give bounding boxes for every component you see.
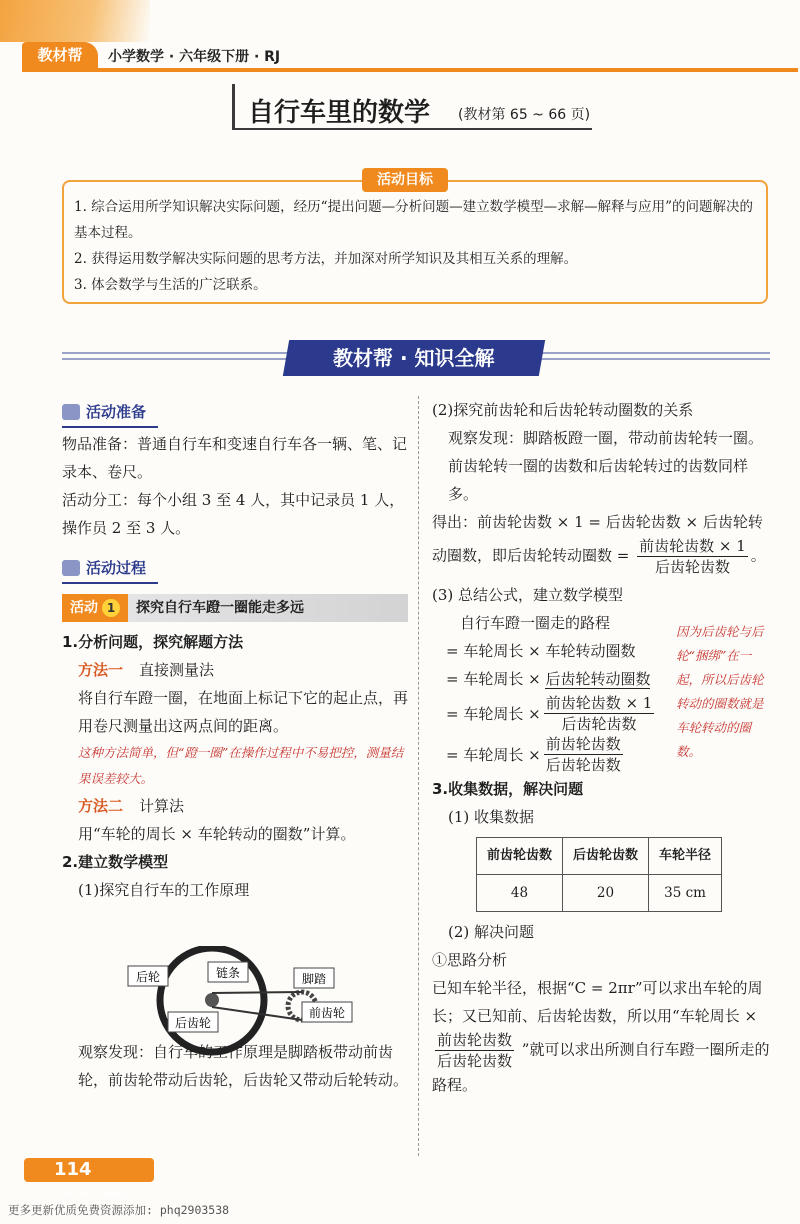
method1-note: 这种方法简单，但“蹬一圈”在操作过程中不易把控，测量结果误差较大。 [78,745,404,786]
formula-5 [446,734,668,775]
page-number-badge [24,1158,154,1198]
method1-title: 直接测量法 [139,661,215,679]
formula-2: = 车轮周长 × 车轮转动圈数 [446,642,636,660]
data-table [476,837,722,912]
book-title: 小学数学 · 六年级下册 · RJ [108,49,281,65]
idea-text-2: ”就可以求出所测自行车蹬一圈所走的路程。 [432,1040,770,1094]
header-decoration [0,0,150,42]
derive-line [432,508,772,577]
method2 [62,792,408,820]
activity-tag [62,594,128,622]
method1-label: 方法一 [78,661,124,679]
idea-text-1: 已知车轮半径，根据“C = 2πr”可以求出车轮的周长；又已知前、后齿轮齿数，所以用“车轮周长 × [432,979,763,1025]
fraction [435,1030,514,1071]
goal-item: 3. 体会数学与生活的广泛联系。 [74,277,267,293]
process-heading-text: 活动过程 [86,559,147,577]
step2-heading: 2.建立数学模型 [62,853,169,871]
label-pedal: 脚踏 [301,972,327,986]
chain-top [212,992,302,993]
step2-2: (2)探究前齿轮和后齿轮转动圈数的关系 [432,401,694,419]
method2-title: 计算法 [139,797,185,815]
fraction [637,536,748,577]
prep-items: 物品准备：普通自行车和变速自行车各一辆、笔、记录本、卷尺。 [62,435,408,481]
step2-1: (1)探究自行车的工作原理 [78,881,250,899]
book-icon [62,560,80,576]
method1-text: 将自行车蹬一圈，在地面上标记下它的起止点，再用卷尺测量出这两点间的距离。 [78,689,409,735]
observe2-text: 观察发现：脚踏板蹬一圈，带动前齿轮转一圈。前齿轮转一圈的齿数和后齿轮转过的齿数同样多。 [448,429,764,503]
collect-heading: (1) 收集数据 [448,808,535,826]
activity-bar [62,594,408,622]
table-header: 后齿轮齿数 [563,838,649,875]
fraction [544,693,655,734]
page-number: 114 [54,1159,92,1180]
step3-heading: 3.收集数据，解决问题 [432,780,584,798]
fraction [544,734,623,775]
header-rule [22,68,798,72]
step2-3: (3) 总结公式，建立数学模型 [432,586,624,604]
fraction-numerator: 前齿轮齿数 [545,735,621,753]
activity-tag-text: 活动 [70,600,98,616]
formula-3-pre: = 车轮周长 × [446,670,541,688]
formula-3-under: 后齿轮转动圈数 [545,670,651,688]
activity-title: 探究自行车蹬一圈能走多远 [136,600,304,616]
table-cell: 20 [563,875,649,912]
idea-text [432,974,772,1099]
table-header: 车轮半径 [649,838,722,875]
goal-item: 2. 获得运用数学解决实际问题的思考方法，并加深对所学知识及其相互关系的理解。 [74,251,578,267]
section-banner [283,340,545,376]
book-icon [62,404,80,420]
side-note: 因为后齿轮与后轮“捆绑”在一起，所以后齿轮转动的圈数就是车轮转动的圈数。 [676,624,764,759]
page-subtitle: (教材第 65 ~ 66 页) [458,107,591,123]
table-cell: 48 [477,875,563,912]
activity-number: 1 [102,599,120,617]
label-rear-gear: 后齿轮 [174,1016,212,1030]
method1 [62,656,408,684]
label-front-gear: 前齿轮 [308,1006,346,1020]
fraction-numerator: 前齿轮齿数 [437,1031,513,1049]
method2-text: 用“车轮的周长 × 车轮转动的圈数”计算。 [78,825,356,843]
goals-box [62,180,768,304]
process-heading [62,554,158,584]
method2-label: 方法二 [78,797,124,815]
table-cell: 35 cm [649,875,722,912]
formula-block [432,609,668,775]
prep-heading-text: 活动准备 [86,403,147,421]
formula-5-pre: = 车轮周长 × [446,745,541,764]
solve-heading: (2) 解决问题 [448,923,535,941]
goals-label: 活动目标 [362,168,448,192]
table-header: 前齿轮齿数 [477,838,563,875]
formula-1: 自行车蹬一圈走的路程 [460,614,611,632]
formula-4-pre: = 车轮周长 × [446,704,541,723]
idea-heading: ①思路分析 [432,951,508,969]
label-chain: 链条 [215,966,241,980]
column-divider [418,396,419,1156]
watermark: 更多更新优质免费资源添加: phq2903538 [8,1203,230,1217]
fraction-denominator: 后齿轮齿数 [437,1052,513,1070]
observe-text: 观察发现：自行车的工作原理是脚踏板带动前齿轮，前齿轮带动后齿轮，后齿轮又带动后轮转动。 [78,1043,409,1089]
fraction-denominator: 后齿轮齿数 [545,756,621,774]
fraction-numerator: 前齿轮齿数 × 1 [545,694,653,712]
table-row [477,875,722,912]
page-title: 自行车里的数学 [248,98,431,128]
footer-slogan: 上课认真听 下课练关系 [58,1189,131,1198]
fraction-denominator: 后齿轮齿数 [561,715,637,733]
step1-heading: 1.分析问题，探究解题方法 [62,633,244,651]
prep-division: 活动分工：每个小组 3 至 4 人，其中记录员 1 人，操作员 2 至 3 人。 [62,491,405,537]
table-header-row [477,838,722,875]
formula-3 [446,665,668,693]
derive-text: 得出：前齿轮齿数 × 1 = 后齿轮齿数 × 后齿轮转动圈数，即后齿轮转动圈数 = [432,513,763,565]
formula-4 [446,693,668,734]
goal-item: 1. 综合运用所学知识解决实际问题，经历“提出问题—分析问题—建立数学模型—求解—解释与应用”的问题解决的基本过程。 [74,199,753,241]
label-rear-wheel: 后轮 [135,970,161,984]
period: 。 [750,546,766,565]
bicycle-diagram [124,946,360,1062]
fraction-numerator: 前齿轮齿数 × 1 [639,537,746,555]
prep-heading [62,398,158,428]
fraction-denominator: 后齿轮齿数 [654,558,730,576]
rear-gear-icon [205,993,219,1007]
section-banner-text: 教材帮 · 知识全解 [333,346,495,370]
brand-tab: 教材帮 [22,42,98,68]
